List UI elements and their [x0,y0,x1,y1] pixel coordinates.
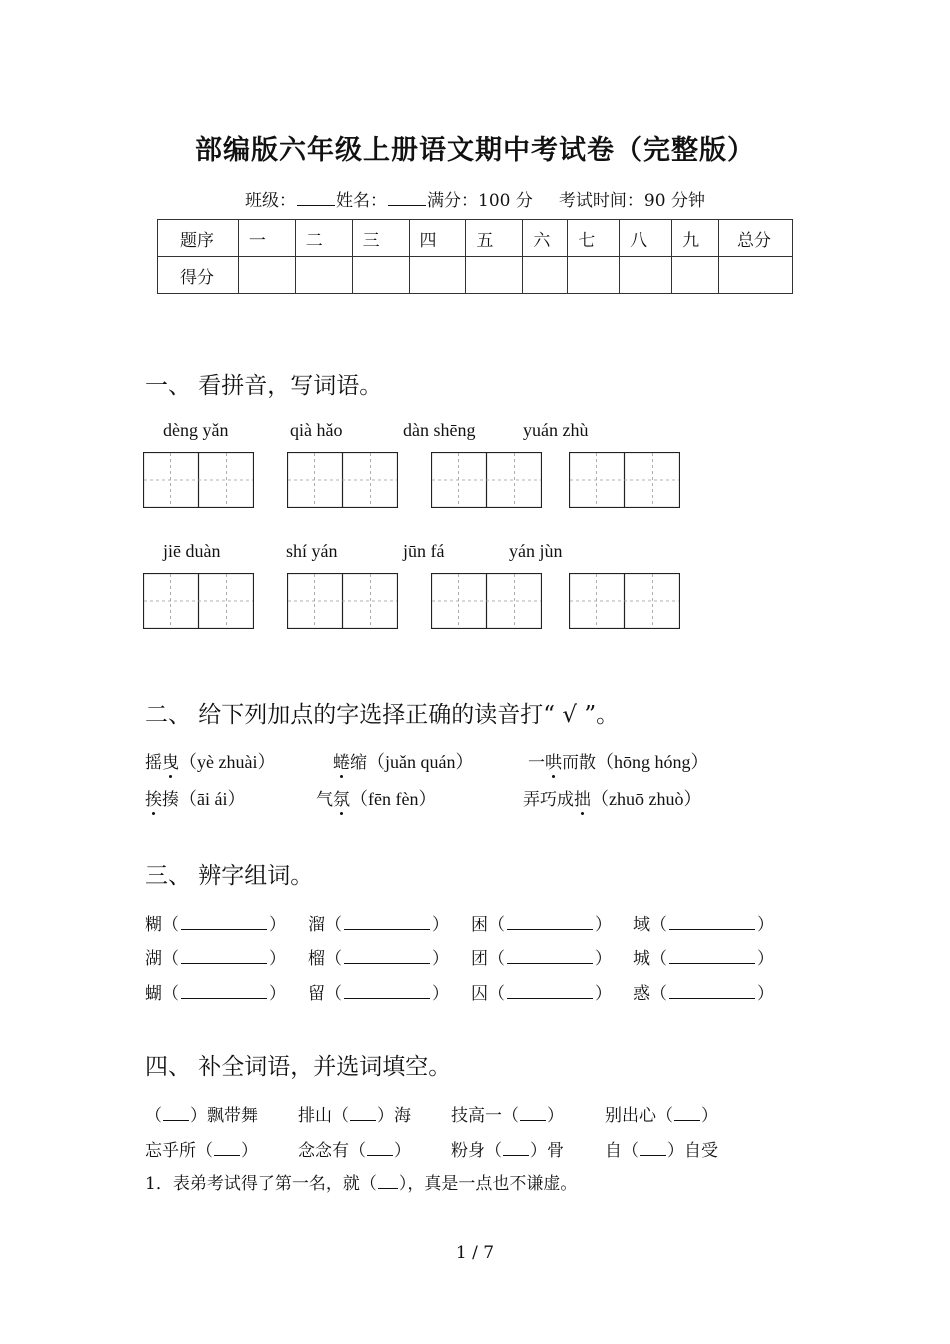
score-table-score-row [158,257,793,294]
answer-blank[interactable] [507,949,593,964]
answer-blank[interactable] [669,984,755,999]
dotted-char: 挨 [145,785,162,810]
word-group-item [471,910,612,935]
answer-blank[interactable] [181,949,267,964]
score-header-cell: 二 [295,220,352,257]
item-text: 缩 [350,753,367,773]
word-group-item [633,944,774,969]
answer-blank[interactable] [640,1141,666,1156]
item-text: 气 [316,790,333,810]
reading-options: （āi ái） [179,789,246,809]
answer-blank[interactable] [503,1141,529,1156]
score-header-cell: 四 [409,220,466,257]
section3-heading: 三、 辨字组词。 [145,863,314,889]
base-char: 城 [633,949,650,969]
dotted-char: 哄 [545,748,562,773]
class-label: 班级： [245,191,297,211]
reading-options: （fēn fèn） [350,789,437,809]
writing-grid[interactable] [569,573,679,627]
score-header-cell: 八 [620,220,672,257]
word-group-item [633,979,774,1004]
open-paren: （ [488,949,505,969]
score-header-cell: 三 [352,220,409,257]
idiom-text: ） [547,1106,564,1126]
score-cell[interactable] [352,257,409,294]
score-cell[interactable] [523,257,568,294]
reading-item[interactable] [333,748,473,774]
idiom-text: 念念有（ [298,1141,366,1161]
dotted-char: 拙 [574,785,591,810]
idiom-text: 自（ [605,1141,639,1161]
idiom-item [451,1101,564,1126]
answer-blank[interactable] [181,915,267,930]
score-cell[interactable] [568,257,620,294]
item-text: 摇 [145,753,162,773]
open-paren: （ [162,915,179,935]
close-paren: ） [595,984,612,1004]
answer-blank[interactable] [669,915,755,930]
close-paren: ） [432,949,449,969]
open-paren: （ [162,949,179,969]
idiom-item [145,1136,258,1161]
word-group-item [308,910,449,935]
close-paren: ） [269,949,286,969]
section1-heading: 一、 看拼音，写词语。 [145,373,383,399]
base-char: 困 [471,915,488,935]
idiom-text: 排山（ [298,1106,349,1126]
idiom-text: ） [241,1141,258,1161]
idiom-item [605,1101,718,1126]
idiom-text: 别出心（ [605,1106,673,1126]
idiom-item [298,1136,411,1161]
reading-item[interactable] [145,748,275,774]
open-paren: （ [488,915,505,935]
writing-grid[interactable] [569,452,679,506]
base-char: 域 [633,915,650,935]
exam-time: 考试时间：90 分钟 [558,191,705,211]
score-header-cell: 九 [672,220,719,257]
exam-info [0,186,950,211]
close-paren: ） [595,915,612,935]
score-header-cell: 总分 [719,220,793,257]
close-paren: ） [757,915,774,935]
base-char: 糊 [145,915,162,935]
question-1 [145,1169,577,1194]
question-text: ），真是一点也不谦虚。 [398,1174,578,1194]
reading-options: （zhuō zhuò） [591,789,702,809]
idiom-text: ）飘带舞 [190,1106,258,1126]
item-text: 弄巧成 [523,790,574,810]
score-cell[interactable] [409,257,466,294]
writing-grid[interactable] [431,452,541,506]
base-char: 团 [471,949,488,969]
answer-blank[interactable] [214,1141,240,1156]
writing-grid[interactable] [143,573,253,627]
answer-blank[interactable] [163,1106,189,1121]
score-header-cell: 五 [466,220,523,257]
score-table [157,219,793,294]
idiom-item [451,1136,564,1161]
score-header-cell: 七 [568,220,620,257]
close-paren: ） [269,915,286,935]
writing-grid[interactable] [287,573,397,627]
score-cell[interactable] [672,257,719,294]
page-number: 1 / 7 [455,1243,495,1263]
reading-item[interactable] [523,785,701,811]
base-char: 溜 [308,915,325,935]
word-group-item [633,910,774,935]
pinyin-label: yán jùn [509,541,563,561]
section4-heading: 四、 补全词语，并选词填空。 [145,1054,452,1080]
dotted-char: 蜷 [333,748,350,773]
idiom-item [298,1101,411,1126]
score-header-cell: 六 [523,220,568,257]
answer-blank[interactable] [520,1106,546,1121]
idiom-text: 粉身（ [451,1141,502,1161]
idiom-text: 技高一（ [451,1106,519,1126]
open-paren: （ [162,984,179,1004]
base-char: 囚 [471,984,488,1004]
score-cell[interactable] [295,257,352,294]
answer-blank[interactable] [344,949,430,964]
idiom-item [605,1136,718,1161]
name-blank[interactable] [388,191,426,206]
idiom-text: （ [145,1106,162,1126]
base-char: 蝴 [145,984,162,1004]
class-blank[interactable] [297,191,335,206]
reading-options: （juǎn quán） [367,752,474,772]
full-score: 满分：100 分 [427,191,533,211]
score-cell[interactable] [620,257,672,294]
open-paren: （ [325,949,342,969]
idiom-text: ） [701,1106,718,1126]
open-paren: （ [325,984,342,1004]
idiom-item [145,1101,258,1126]
score-header-cell: 题序 [158,220,239,257]
word-group-item [145,910,286,935]
idiom-text: ） [394,1141,411,1161]
writing-grid[interactable] [143,452,253,506]
open-paren: （ [650,949,667,969]
close-paren: ） [432,915,449,935]
word-group-item [145,979,286,1004]
idiom-text: 忘乎所（ [145,1141,213,1161]
word-group-item [145,944,286,969]
close-paren: ） [757,949,774,969]
open-paren: （ [650,915,667,935]
item-text: 而散 [562,753,596,773]
answer-blank[interactable] [378,1174,398,1189]
name-label: 姓名： [336,191,388,211]
answer-blank[interactable] [507,984,593,999]
writing-grid[interactable] [431,573,541,627]
open-paren: （ [325,915,342,935]
reading-item[interactable] [145,785,245,811]
page-title: 部编版六年级上册语文期中考试卷（完整版） [195,135,755,166]
question-text: 1．表弟考试得了第一名，就（ [145,1174,377,1194]
section2-heading: 二、 给下列加点的字选择正确的读音打“ √ ”。 [145,702,620,728]
item-text: 一 [528,753,545,773]
reading-item[interactable] [528,748,709,774]
open-paren: （ [650,984,667,1004]
answer-blank[interactable] [367,1141,393,1156]
score-row-label: 得分 [158,257,239,294]
item-text: 揍 [162,790,179,810]
dotted-char: 氛 [333,785,350,810]
answer-blank[interactable] [344,915,430,930]
score-cell[interactable] [466,257,523,294]
close-paren: ） [432,984,449,1004]
idiom-text: ）骨 [530,1141,564,1161]
reading-options: （hōng hóng） [596,752,709,772]
close-paren: ） [595,949,612,969]
pinyin-label: yuán zhù [523,420,589,440]
open-paren: （ [488,984,505,1004]
word-group-item [471,944,612,969]
score-table-header-row [158,220,793,257]
pinyin-label: qià hǎo [290,420,343,440]
base-char: 留 [308,984,325,1004]
pinyin-label: dàn shēng [403,420,476,440]
close-paren: ） [757,984,774,1004]
pinyin-label: jūn fá [403,541,445,561]
idiom-text: ）海 [377,1106,411,1126]
score-cell[interactable] [719,257,793,294]
reading-item[interactable] [316,785,436,811]
answer-blank[interactable] [507,915,593,930]
pinyin-label: shí yán [286,541,338,561]
writing-grid[interactable] [287,452,397,506]
dotted-char: 曳 [162,748,179,773]
word-group-item [471,979,612,1004]
reading-options: （yè zhuài） [179,752,276,772]
answer-blank[interactable] [674,1106,700,1121]
base-char: 湖 [145,949,162,969]
answer-blank[interactable] [181,984,267,999]
pinyin-label: dèng yǎn [163,420,229,440]
answer-blank[interactable] [344,984,430,999]
close-paren: ） [269,984,286,1004]
answer-blank[interactable] [669,949,755,964]
word-group-item [308,979,449,1004]
base-char: 惑 [633,984,650,1004]
pinyin-label: jiē duàn [163,541,221,561]
word-group-item [308,944,449,969]
answer-blank[interactable] [350,1106,376,1121]
base-char: 榴 [308,949,325,969]
score-cell[interactable] [238,257,295,294]
idiom-text: ）自受 [667,1141,718,1161]
score-header-cell: 一 [238,220,295,257]
